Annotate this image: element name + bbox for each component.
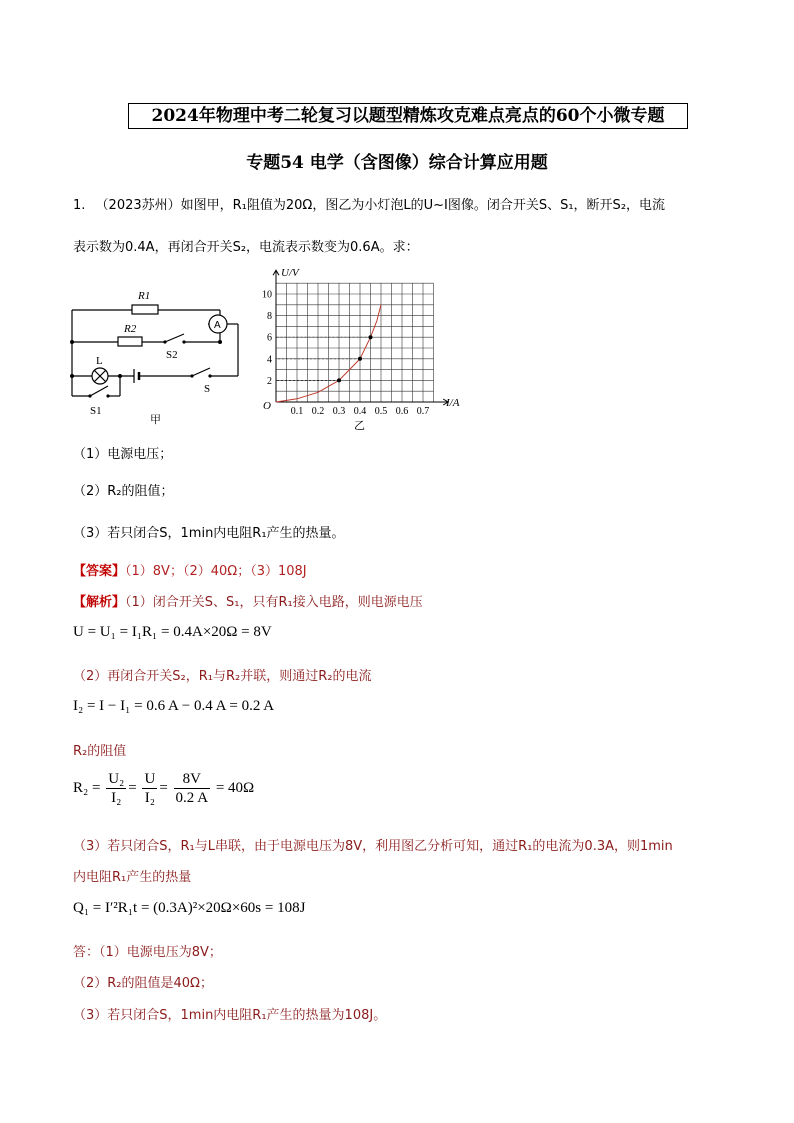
r1-label: R1 bbox=[138, 290, 151, 302]
conclusion-2: （3）若只闭合S，1min内电阻R₁产生的热量为108J。 bbox=[73, 1008, 387, 1023]
analysis-line-1 bbox=[73, 591, 423, 610]
question-number: 1. bbox=[73, 198, 86, 213]
equation-2: I₂ = I − I₁ = 0.6 A − 0.4 A = 0.2 A bbox=[73, 698, 275, 714]
y-tick-label: 2 bbox=[267, 375, 272, 387]
document-title: 2024年物理中考二轮复习以题型精炼攻克难点亮点的60个小微专题 bbox=[128, 103, 688, 129]
answer-line bbox=[73, 560, 307, 579]
analysis-p4b: 内电阻R₁产生的热量 bbox=[73, 870, 192, 885]
analysis-p1: （1）闭合开关S、S₁，只有R₁接入电路，则电源电压 bbox=[125, 595, 423, 610]
x-tick-label: 0.4 bbox=[353, 406, 367, 417]
analysis-p2: （2）再闭合开关S₂，R₁与R₂并联，则通过R₂的电流 bbox=[73, 669, 372, 684]
eq3-f1-den: I₂ bbox=[111, 790, 122, 806]
ammeter-label: A bbox=[214, 320, 221, 331]
s2-label: S2 bbox=[166, 349, 178, 361]
eq3-frac-2 bbox=[142, 770, 157, 807]
equation-4: Q₁ = I′²R₁t = (0.3A)²×20Ω×60s = 108J bbox=[73, 900, 306, 916]
question-line-1 bbox=[73, 194, 665, 213]
eq3-f3-den: 0.2 A bbox=[175, 790, 209, 806]
chart-grid bbox=[276, 283, 434, 402]
eq3-f2-num: U bbox=[144, 771, 156, 787]
chart-tick-labels bbox=[262, 290, 429, 418]
y-tick-label: 8 bbox=[267, 311, 272, 323]
x-tick-label: 0.2 bbox=[311, 406, 325, 417]
conclusion-0: 答：（1）电源电压为8V； bbox=[73, 945, 222, 960]
question-source: （2023苏州） bbox=[95, 198, 181, 213]
chart-axes bbox=[273, 270, 448, 405]
x-tick-label: 0.7 bbox=[416, 406, 430, 417]
analysis-label: 【解析】 bbox=[73, 595, 126, 610]
s-label: S bbox=[204, 383, 211, 395]
x-tick-label: 0.1 bbox=[290, 406, 304, 417]
eq3-rhs: = 40Ω bbox=[215, 779, 255, 796]
analysis-p4a: （3）若只闭合S，R₁与L串联，由于电源电压为8V，利用图乙分析可知，通过R₁的电流为0.3A，则1min bbox=[73, 839, 673, 854]
eq3-lhs: R₂ = bbox=[73, 779, 101, 796]
eq3-frac-3 bbox=[174, 770, 211, 807]
x-tick-label: 0.6 bbox=[395, 406, 409, 417]
part-3: （3）若只闭合S，1min内电阻R₁产生的热量。 bbox=[73, 526, 345, 541]
answer-label: 【答案】 bbox=[73, 564, 126, 579]
equation-1: U = U₁ = I₁R₁ = 0.4A×20Ω = 8V bbox=[73, 624, 272, 640]
part-2: （2）R₂的阻值； bbox=[73, 484, 174, 499]
answer-text: （1）8V；（2）40Ω；（3）108J bbox=[125, 564, 307, 579]
x-tick-label: 0.3 bbox=[332, 406, 346, 417]
eq3-frac-1 bbox=[106, 770, 126, 807]
y-tick-label: 10 bbox=[262, 289, 272, 301]
x-tick-label: 0.5 bbox=[374, 406, 388, 417]
question-line-2: 表示数为0.4A，再闭合开关S₂，电流表示数变为0.6A。求： bbox=[73, 240, 419, 255]
eq3-f3-num: 8V bbox=[174, 770, 211, 789]
y-tick-label: 4 bbox=[267, 354, 272, 366]
topic-subtitle: 专题54 电学（含图像）综合计算应用题 bbox=[246, 153, 548, 173]
eq3-f2-den: I₂ bbox=[144, 790, 156, 806]
lamp-label: L bbox=[96, 355, 103, 367]
x-axis-label: I/A bbox=[446, 397, 460, 409]
chart-caption: 乙 bbox=[354, 419, 365, 432]
y-axis-label: U/V bbox=[281, 267, 299, 280]
s1-label: S1 bbox=[90, 405, 102, 417]
ui-graph bbox=[258, 265, 458, 435]
part-1: （1）电源电压； bbox=[73, 447, 173, 462]
conclusion-1: （2）R₂的阻值是40Ω； bbox=[73, 976, 213, 991]
circuit-diagram bbox=[60, 278, 250, 428]
question-text-1: 如图甲，R₁阻值为20Ω，图乙为小灯泡L的U~I图像。闭合开关S、S₁，断开S₂，电流 bbox=[180, 198, 666, 213]
eq3-f1-num: U₂ bbox=[108, 771, 125, 787]
analysis-p3: R₂的阻值 bbox=[73, 744, 127, 759]
equation-3: R₂ = $\frac{\text{U₂}}{\text{I₂}}$ = $\frac{U}{\text{I₂}}$ = $\frac{8V}{0.2 A}$ = 40Ω bbox=[73, 771, 255, 806]
r2-label: R2 bbox=[124, 323, 137, 335]
origin-label: O bbox=[263, 400, 271, 412]
circuit-caption: 甲 bbox=[150, 413, 161, 426]
y-tick-label: 6 bbox=[267, 332, 272, 344]
